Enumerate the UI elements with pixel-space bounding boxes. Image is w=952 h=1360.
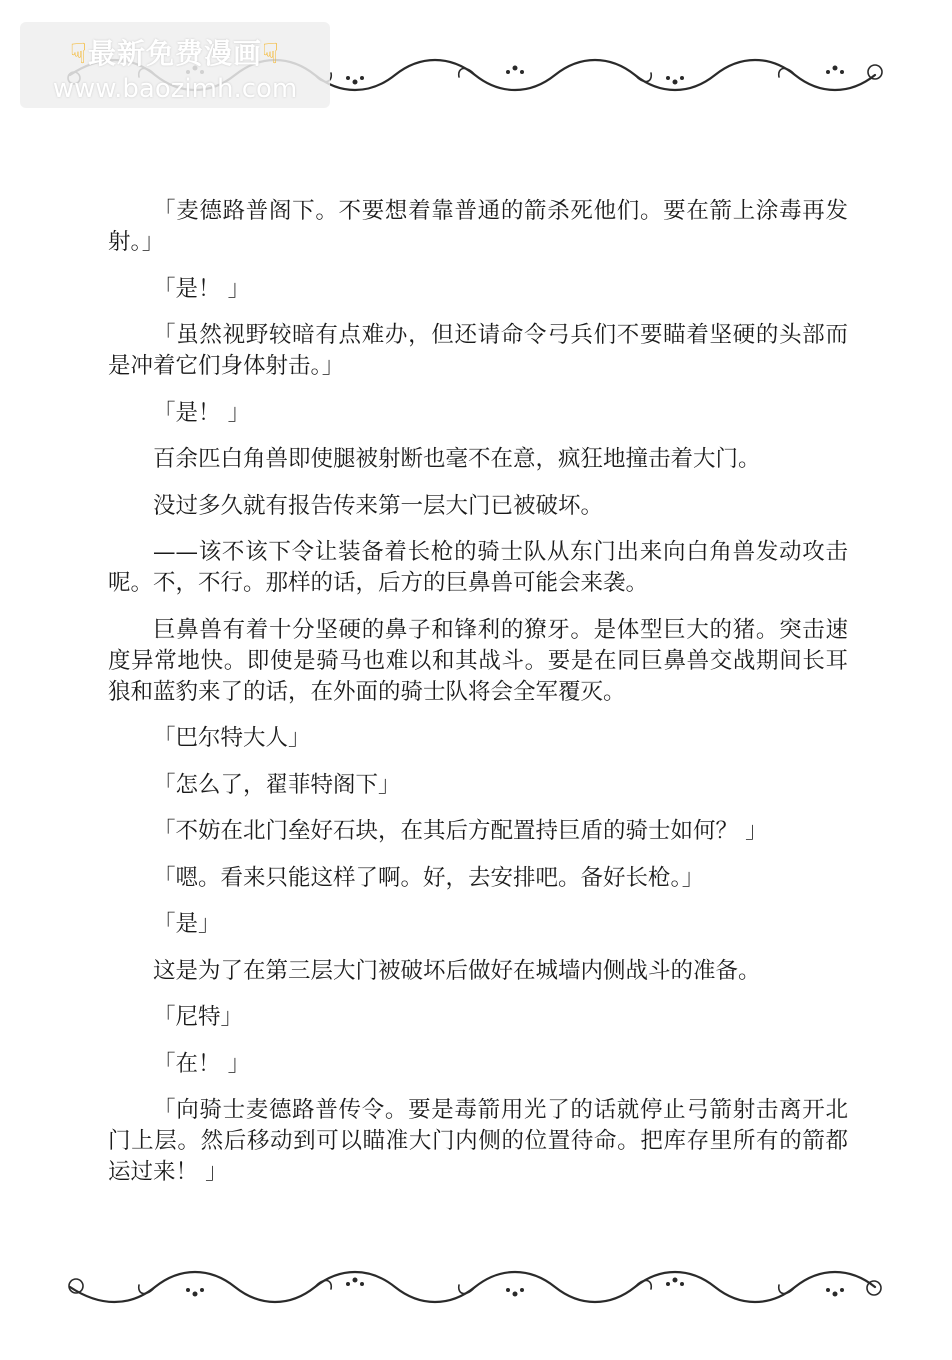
paragraph: 「是！ 」 xyxy=(153,399,251,426)
paragraph: 「尼特」 xyxy=(153,1004,244,1030)
paragraph: 「嗯。看来只能这样了啊。好，去安排吧。备好长枪。」 xyxy=(153,864,705,891)
paragraph: 「麦德路普阁下。不要想着靠普通的箭杀死他们。要在箭上涂毒再发射。」 xyxy=(108,198,848,255)
hand-pointing-down-icon: ☟ xyxy=(262,37,281,70)
watermark-url: www.baozimh.com xyxy=(52,74,298,104)
paragraph: 「是」 xyxy=(153,911,221,937)
paragraph: 百余匹白角兽即使腿被射断也毫不在意，疯狂地撞击着大门。 xyxy=(153,446,761,472)
paragraph: 「向骑士麦德路普传令。要是毒箭用光了的话就停止弓箭射击离开北门上层。然后移动到可以瞄准大门内侧的位置待命。把库存里所有的箭都运过来！ 」 xyxy=(108,1097,848,1185)
paragraph: 「巴尔特大人」 xyxy=(153,725,311,751)
watermark-title: 最新免费漫画 xyxy=(87,37,262,70)
paragraph: ——该不该下令让装备着长枪的骑士队从东门出来向白角兽发动攻击呢。不，不行。那样的话，后方的巨鼻兽可能会来袭。 xyxy=(108,539,848,596)
paragraph: 巨鼻兽有着十分坚硬的鼻子和锋利的獠牙。是体型巨大的猪。突击速度异常地快。即使是骑马也难以和其战斗。要是在同巨鼻兽交战期间长耳狼和蓝豹来了的话，在外面的骑士队将会全军覆灭。 xyxy=(108,616,848,705)
paragraph: 「在！ 」 xyxy=(153,1050,251,1077)
paragraph: 没过多久就有报告传来第一层大门已被破坏。 xyxy=(153,492,604,519)
bottom-ornamental-border xyxy=(60,1262,890,1312)
paragraph: 「怎么了，翟菲特阁下」 xyxy=(153,771,401,798)
watermark-banner xyxy=(20,22,330,108)
hand-pointing-down-icon: ☟ xyxy=(69,37,88,70)
paragraph: 「不妨在北门垒好石块，在其后方配置持巨盾的骑士如何？ 」 xyxy=(153,818,768,844)
paragraph: 「虽然视野较暗有点难办，但还请命令弓兵们不要瞄着坚硬的头部而是冲着它们身体射击。」 xyxy=(108,322,848,379)
novel-body-text xyxy=(108,196,848,1204)
paragraph: 「是！ 」 xyxy=(153,275,251,302)
paragraph: 这是为了在第三层大门被破坏后做好在城墙内侧战斗的准备。 xyxy=(153,957,761,984)
watermark-title-row xyxy=(20,32,330,72)
